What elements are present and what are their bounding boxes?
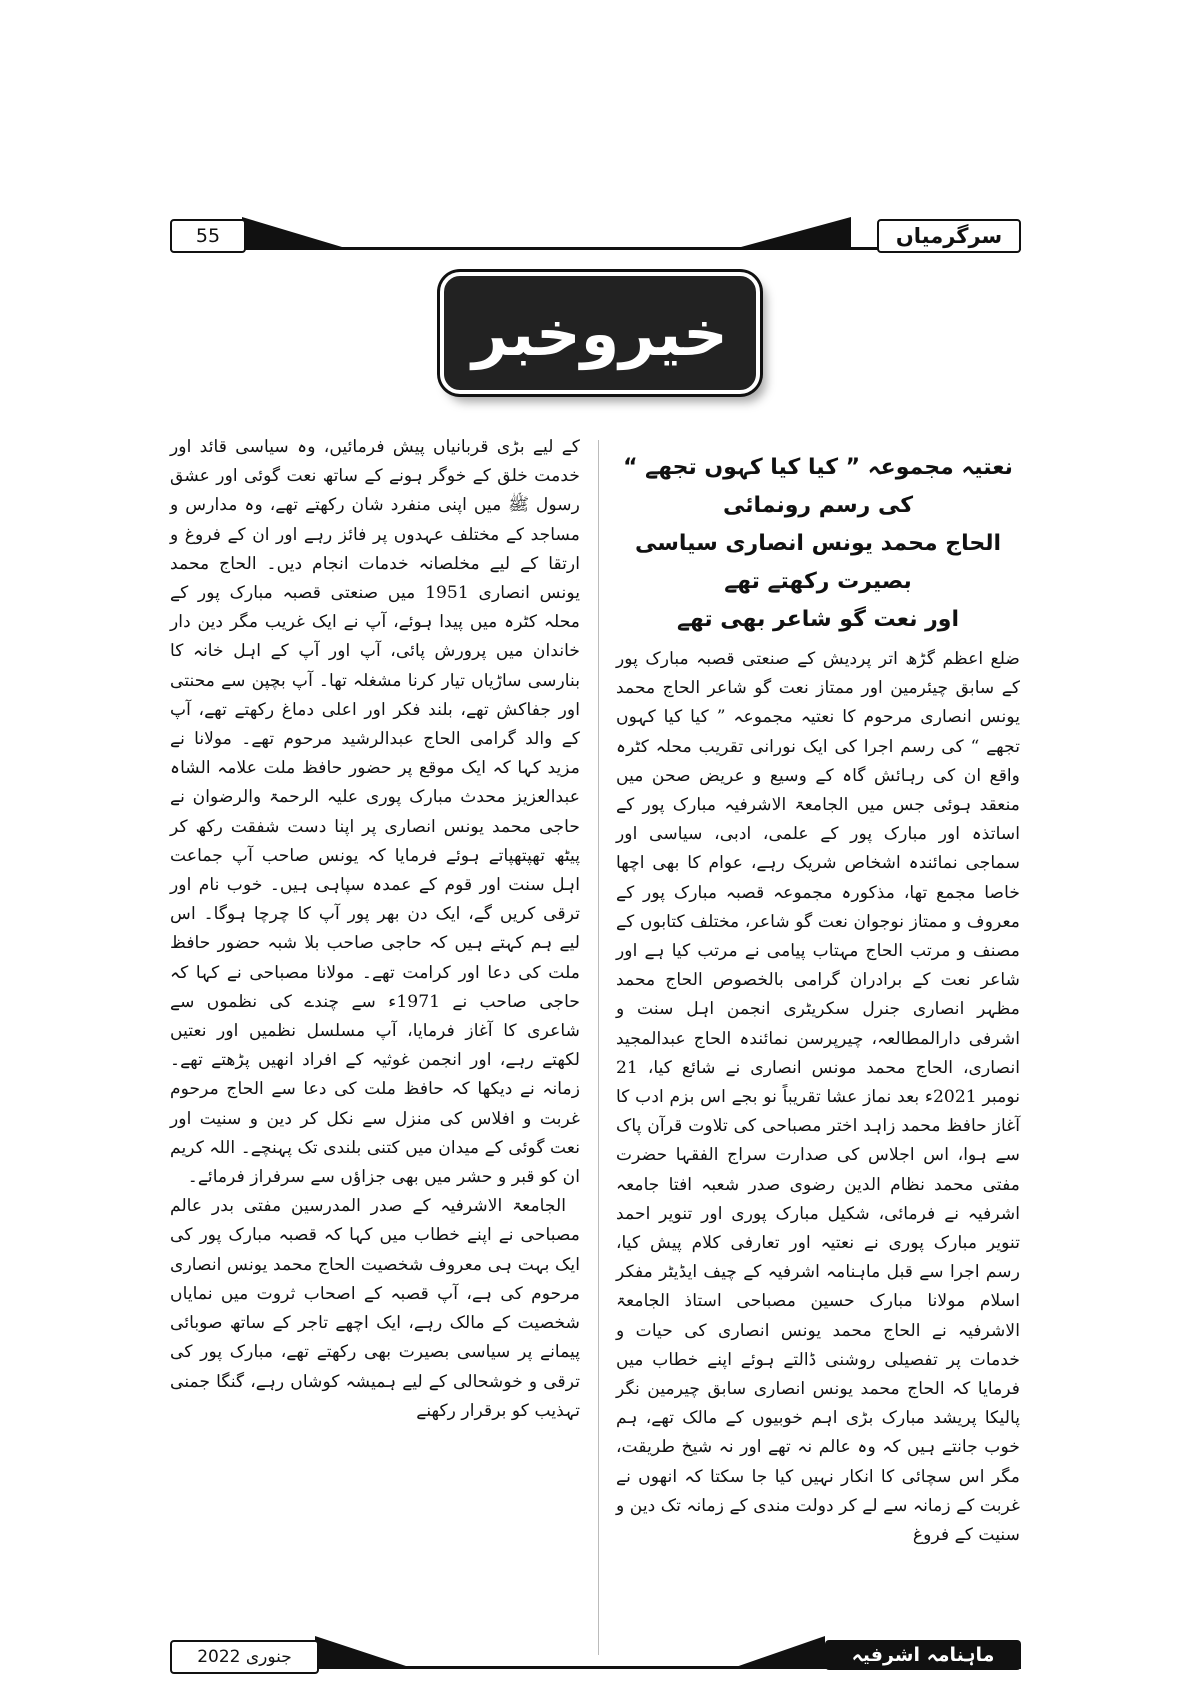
article-body-right: ضلع اعظم گڑھ اتر پردیش کے صنعتی قصبہ مبارک پور کے سابق چیئرمین اور ممتاز نعت گو شاعر الحاج محمد یونس انصاری مرحوم کا نعتیہ مجموعہ ” کیا کیا کہوں تجھے “ کی رسم اجرا کی ایک نورانی تقریب محلہ کٹرہ واقع ان کی رہائش گاہ کے وسیع و عریض صحن میں منعقد ہوئی جس میں الجامعۃ الاشرفیہ مبارک پور کے اساتذہ اور مبارک پور کے علمی، ادبی، سیاسی اور سماجی نمائندہ اشخاص شریک رہے، عوام کا بھی اچھا خاصا مجمع تھا، مذکورہ مجموعہ قصبہ مبارک پور کے معروف و ممتاز نوجوان نعت گو شاعر، مختلف کتابوں کے مصنف و مرتب الحاج مہتاب پیامی نے مرتب کیا ہے اور شاعر نعت کے برادران گرامی بالخصوص الحاج محمد مظہر انصاری جنرل سکریٹری انجمن اہل سنت و اشرفی دارالمطالعہ، چیرپرسن نمائندہ الحاج عبدالمجید انصاری، الحاج محمد مونس انصاری نے شائع کیا، 21 نومبر 2021ء بعد نماز عشا تقریباً نو بجے اس بزم ادب کا آغاز حافظ محمد زاہد اختر مصباحی کی تلاوت قرآن پاک سے ہوا، اس اجلاس کی صدارت سراج الفقہا حضرت مفتی محمد نظام الدین رضوی صدر شعبہ افتا جامعہ اشرفیہ نے فرمائی، شکیل مبارک پوری اور تنویر احمد تنویر مبارک پوری نے نعتیہ اور تعارفی کلام پیش کیا، رسم اجرا سے قبل ماہنامہ اشرفیہ کے چیف ایڈیٹر مفکر اسلام مولانا مبارک حسین مصباحی استاذ الجامعۃ الاشرفیہ نے الحاج محمد یونس انصاری کی حیات و خدمات پر تفصیلی روشنی ڈالتے ہوئے اپنے خطاب میں فرمایا کہ الحاج محمد یونس انصاری سابق چیرمین نگر پالیکا پریشد مبارک بڑی اہم خوبیوں کے مالک تھے، ہم خوب جانتے ہیں کہ وہ عالم نہ تھے اور نہ شیخ طریقت، مگر اس سچائی کا انکار نہیں کیا جا سکتا کہ انھوں نے غربت کے زمانہ سے لے کر دولت مندی کے زمانہ تک دین و سنیت کے فروغ <box>616 649 1020 1546</box>
headline-line-2: الحاج محمد یونس انصاری سیاسی بصیرت رکھتے تھے <box>634 531 1002 594</box>
headline-line-3: اور نعت گو شاعر بھی تھے <box>676 607 960 632</box>
magazine-name: ماہنامہ اشرفیہ <box>825 1640 1021 1670</box>
issue-date: جنوری 2022 <box>170 1640 319 1674</box>
article-body-left-1: کے لیے بڑی قربانیاں پیش فرمائیں، وہ سیاسی قائد اور خدمت خلق کے خوگر ہونے کے ساتھ نعت گوئی اور عشق رسول ﷺ میں اپنی منفرد شان رکھتے تھے، وہ مدارس و مساجد کے مختلف عہدوں پر فائز رہے اور ان کے فروغ و ارتقا کے لیے مخلصانہ خدمات انجام دیں۔ الحاج محمد یونس انصاری 1951 میں صنعتی قصبہ مبارک پور کے محلہ کٹرہ میں پیدا ہوئے، آپ نے ایک غریب مگر دین دار خاندان میں پرورش پائی، آپ اور آپ کے اہل خانہ کا بنارسی ساڑیاں تیار کرنا مشغلہ تھا۔ آپ بچپن سے محنتی اور جفاکش تھے، بلند فکر اور اعلی دماغ رکھتے تھے، آپ کے والد گرامی الحاج عبدالرشید مرحوم تھے۔ مولانا نے مزید کہا کہ ایک موقع پر حضور حافظ ملت علامہ الشاہ عبدالعزیز محدث مبارک پوری علیہ الرحمۃ والرضوان نے حاجی محمد یونس انصاری پر اپنا دست شفقت رکھ کر پیٹھ تھپتھپاتے ہوئے فرمایا کہ یونس صاحب آپ جماعت اہل سنت اور قوم کے عمدہ سپاہی ہیں۔ خوب نام اور ترقی کریں گے، ایک دن بھر پور آپ کا چرچا ہوگا۔ اس لیے ہم کہتے ہیں کہ حاجی صاحب بلا شبہ حضور حافظ ملت کی دعا اور کرامت تھے۔ مولانا مصباحی نے کہا کہ حاجی صاحب نے 1971ء سے چندے کی نظموں سے شاعری کا آغاز فرمایا، آپ مسلسل نظمیں اور نعتیں لکھتے رہے، اور انجمن غوثیہ کے افراد انھیں پڑھتے تھے۔ زمانہ نے دیکھا کہ حافظ ملت کی دعا سے الحاج مرحوم غربت و افلاس کی منزل سے نکل کر دین و سنیت اور نعت گوئی کے میدان میں کتنی بلندی تک پہنچے۔ اللہ کریم ان کو قبر و حشر میں بھی جزاؤں سے سرفراز فرمائے۔ <box>170 437 581 1188</box>
header-wedge-left <box>242 217 352 250</box>
right-column <box>616 433 1020 1550</box>
headline-line-1: نعتیہ مجموعہ ” کیا کیا کہوں تجھے “ کی رسم رونمائی <box>623 455 1013 518</box>
article-headline <box>616 449 1020 639</box>
section-label: سرگرمیاں <box>877 219 1021 253</box>
footer-wedge-left <box>315 1636 415 1669</box>
article-body-left-2: الجامعۃ الاشرفیہ کے صدر المدرسین مفتی بدر عالم مصباحی نے اپنے خطاب میں کہا کہ قصبہ مبارک پور کی ایک بہت ہی معروف شخصیت الحاج محمد یونس انصاری مرحوم کی ہے، آپ قصبہ کے اصحاب ثروت میں نمایاں شخصیت کے مالک رہے، ایک اچھے تاجر کے ساتھ صوبائی پیمانے پر سیاسی بصیرت بھی رکھتے تھے، مبارک پور کی ترقی و خوشحالی کے لیے ہمیشہ کوشاں رہے، گنگا جمنی تہذیب کو برقرار رکھنے <box>170 1196 580 1421</box>
title-banner <box>440 272 760 394</box>
column-divider <box>598 440 599 1655</box>
left-column <box>170 433 580 1426</box>
page-number: 55 <box>170 219 246 253</box>
banner-title: خیروخبر <box>472 296 728 370</box>
header-wedge-right <box>730 217 851 250</box>
footer-wedge-right <box>730 1636 825 1669</box>
